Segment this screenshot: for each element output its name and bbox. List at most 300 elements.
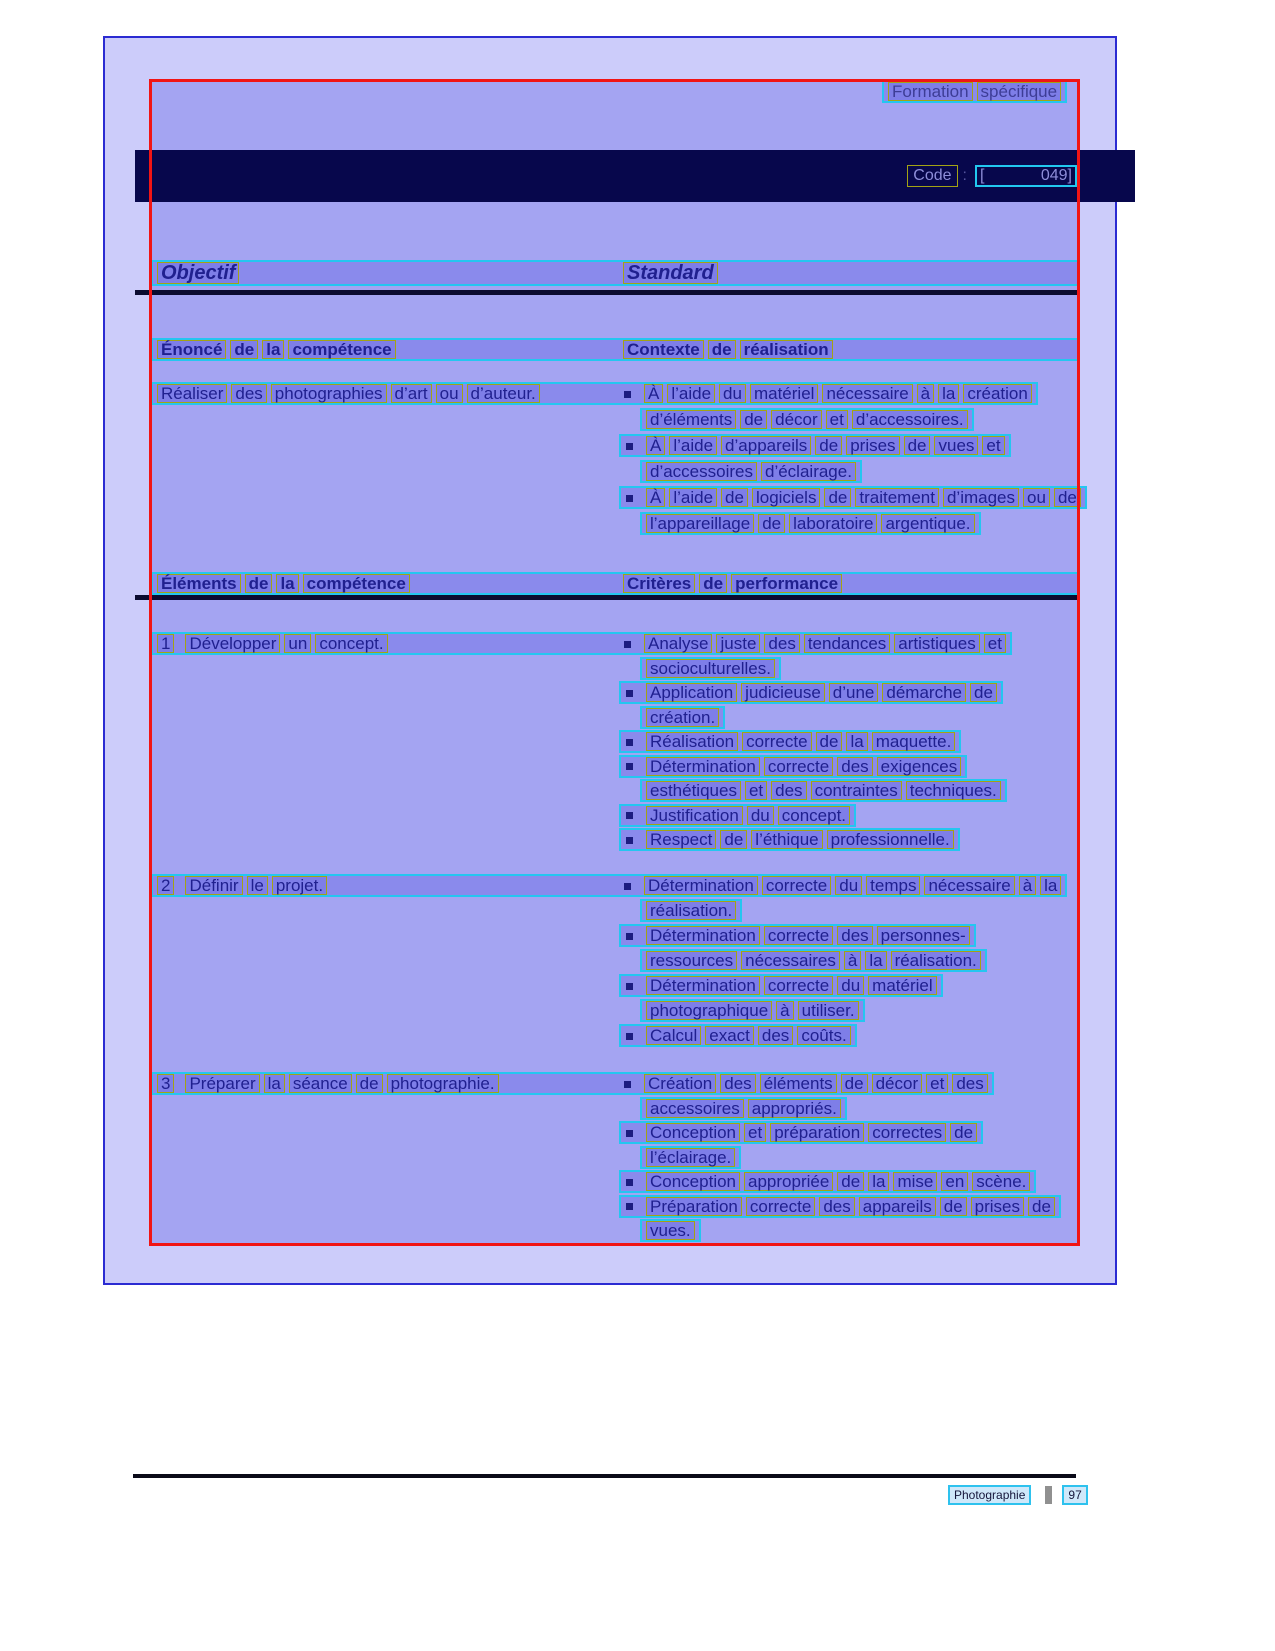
word: la [847, 733, 866, 750]
word: de [721, 831, 746, 848]
word: de [1055, 489, 1080, 506]
word: des [838, 927, 871, 944]
section-header-row [151, 572, 1079, 595]
word: Énoncé [158, 341, 225, 358]
word: réalisation [741, 341, 832, 358]
word: l’appareillage [647, 515, 753, 532]
footer-label: Photographie [948, 1485, 1031, 1505]
bullet-icon [624, 1081, 631, 1088]
criterion-words [644, 831, 956, 848]
word: de [971, 684, 996, 701]
word: nécessaires [742, 952, 839, 969]
word: correcte [743, 733, 810, 750]
word: correcte [765, 927, 832, 944]
word: techniques. [907, 782, 1000, 799]
text-line [151, 632, 1012, 655]
word: de [825, 489, 850, 506]
word: éléments [761, 1075, 836, 1092]
formation-label [882, 80, 1067, 103]
table-row [151, 924, 1079, 949]
text-line [619, 486, 1087, 509]
text-line [640, 1097, 847, 1120]
text-line [619, 434, 1011, 457]
word: des [765, 635, 798, 652]
word: Analyse [645, 635, 711, 652]
word: appropriés. [749, 1100, 840, 1117]
bullet-icon [626, 1130, 633, 1137]
word: l’aide [670, 489, 716, 506]
word: de [741, 411, 766, 428]
word: Définir [186, 877, 241, 894]
bullet-icon [626, 837, 633, 844]
page-frame [103, 36, 1117, 1285]
text-line [619, 804, 856, 827]
bullet-icon [624, 641, 631, 648]
word: de [709, 341, 735, 358]
word: ressources [647, 952, 736, 969]
criterion-words [644, 489, 1083, 506]
criterion-words [644, 952, 983, 969]
word: Préparation [647, 1198, 741, 1215]
word: d’images [944, 489, 1018, 506]
element-cell [155, 635, 621, 652]
word: projet. [273, 877, 326, 894]
word: mise [894, 1173, 936, 1190]
word: utiliser. [799, 1002, 858, 1019]
bullet-icon [626, 1203, 633, 1210]
word: du [720, 385, 745, 402]
bullet-icon [626, 495, 633, 502]
word: Critères [624, 575, 694, 592]
word: décor [772, 411, 821, 428]
code-bracket-close: ] [1067, 167, 1072, 184]
text-line [640, 706, 725, 729]
word: Justification [647, 807, 742, 824]
table-row [151, 804, 1079, 829]
table-row [151, 632, 1079, 657]
word: Respect [647, 831, 715, 848]
word: concept. [779, 807, 849, 824]
word: socioculturelles. [647, 660, 774, 677]
word: ou [437, 385, 462, 402]
criterion-words [644, 515, 977, 532]
text-line [619, 924, 976, 947]
bullet-icon [626, 690, 633, 697]
word: la [866, 952, 885, 969]
footer-rule [133, 1474, 1076, 1478]
word: Conception [647, 1173, 739, 1190]
criterion-words [644, 1222, 697, 1239]
word: coûts. [798, 1027, 849, 1044]
table-row [151, 1024, 1079, 1049]
word: l’aide [670, 437, 716, 454]
word: matériel [869, 977, 935, 994]
criterion-words [644, 684, 999, 701]
criterion-words [644, 758, 963, 775]
element-words [155, 385, 542, 402]
word: Réalisation [647, 733, 737, 750]
text-line [619, 1195, 1061, 1218]
word: et [745, 1124, 765, 1141]
word: et [746, 782, 766, 799]
bullet-icon [626, 1179, 633, 1186]
word: compétence [304, 575, 409, 592]
word: d’art [392, 385, 431, 402]
word: des [759, 1027, 792, 1044]
bullet-icon [624, 391, 631, 398]
columns-header [151, 260, 1079, 286]
element-cell [155, 385, 621, 402]
divider-rule-top [135, 290, 1078, 295]
table-row [151, 779, 1079, 804]
text-line [619, 730, 961, 753]
section-header-row [151, 338, 1079, 361]
word: maquette. [873, 733, 955, 750]
page-footer [948, 1485, 1088, 1505]
word: la [1041, 877, 1060, 894]
table-row [151, 1195, 1079, 1220]
word: logiciels [753, 489, 819, 506]
criterion-words [644, 782, 1003, 799]
table-row [151, 1170, 1079, 1195]
table-row [151, 681, 1079, 706]
word: à [918, 385, 933, 402]
word: des [820, 1198, 853, 1215]
word: Calcul [647, 1027, 700, 1044]
word: tendances [805, 635, 889, 652]
standard-header [621, 262, 720, 284]
word: des [232, 385, 265, 402]
criterion-words [644, 1100, 843, 1117]
code-bracket-open: [ [980, 167, 985, 184]
word: de [700, 575, 726, 592]
criterion-words [644, 1173, 1032, 1190]
word: Objectif [158, 263, 238, 283]
table-row [151, 974, 1079, 999]
word: en [942, 1173, 967, 1190]
word: judicieuse [742, 684, 824, 701]
word: laboratoire [790, 515, 876, 532]
word: à [845, 952, 860, 969]
criterion-words [644, 1027, 853, 1044]
text-line [640, 1146, 741, 1169]
word: exigences [878, 758, 961, 775]
bullet-icon [626, 1033, 633, 1040]
text-line [640, 1219, 701, 1242]
text-line [640, 408, 974, 431]
word: des [953, 1075, 986, 1092]
word: d’appareils [722, 437, 810, 454]
criterion-words [644, 660, 777, 677]
criterion-words [644, 709, 721, 726]
word: des [838, 758, 871, 775]
word: nécessaire [823, 385, 911, 402]
word: de [722, 489, 747, 506]
content-region [149, 79, 1080, 1246]
word: correcte [765, 758, 832, 775]
word: de [1029, 1198, 1054, 1215]
right-section-header [621, 340, 835, 359]
element-words [183, 877, 329, 894]
code-label: Code [908, 166, 956, 186]
row-group [151, 632, 1079, 853]
table-row [151, 657, 1079, 682]
word: professionnelle. [828, 831, 953, 848]
word: esthétiques [647, 782, 740, 799]
text-line [640, 949, 987, 972]
criterion-words [644, 807, 852, 824]
row-group [151, 874, 1079, 1049]
table-row [151, 755, 1079, 780]
word: performance [732, 575, 841, 592]
word: Réaliser [158, 385, 226, 402]
text-line [619, 681, 1003, 704]
word: de [759, 515, 784, 532]
word: spécifique [978, 83, 1061, 100]
word: Conception [647, 1124, 739, 1141]
table-row [151, 460, 1079, 486]
word: Application [647, 684, 736, 701]
table-row [151, 999, 1079, 1024]
row-group [151, 382, 1079, 538]
word: la [263, 341, 283, 358]
criterion-words [644, 1124, 979, 1141]
objectif-header [155, 263, 241, 283]
word: ou [1024, 489, 1049, 506]
bullet-icon [626, 933, 633, 940]
code-value: 049 [1040, 167, 1068, 184]
word: à [777, 1002, 792, 1019]
criterion-words [644, 463, 858, 480]
criterion-words [644, 902, 738, 919]
right-section-header [621, 574, 844, 593]
criterion-words [644, 1149, 737, 1166]
criterion-words [644, 733, 957, 750]
word: création [964, 385, 1030, 402]
word: prises [972, 1198, 1023, 1215]
word: décor [873, 1075, 922, 1092]
table-row [151, 512, 1079, 538]
word: 1 [158, 635, 173, 652]
word: Détermination [647, 977, 759, 994]
text-line [151, 382, 1038, 405]
word: de [816, 437, 841, 454]
word: prises [847, 437, 898, 454]
table-row [151, 434, 1079, 460]
word: d’accessoires. [853, 411, 967, 428]
word: réalisation. [892, 952, 980, 969]
word: Détermination [647, 758, 759, 775]
word: de [817, 733, 842, 750]
word: Éléments [158, 575, 240, 592]
word: contraintes [812, 782, 901, 799]
word: correcte [765, 977, 832, 994]
word: un [285, 635, 310, 652]
bullet-icon [626, 739, 633, 746]
word: correcte [747, 1198, 814, 1215]
word: Standard [624, 263, 717, 283]
word: préparation [771, 1124, 863, 1141]
criterion-words [642, 877, 1063, 894]
word: photographies [272, 385, 386, 402]
word: réalisation. [647, 902, 735, 919]
element-cell [155, 1075, 621, 1092]
text-line [619, 1024, 857, 1047]
word: des [721, 1075, 754, 1092]
footer-divider [1045, 1486, 1052, 1504]
word: appropriée [745, 1173, 832, 1190]
word: concept. [316, 635, 386, 652]
word: Détermination [645, 877, 757, 894]
word: de [905, 437, 930, 454]
word: la [265, 1075, 284, 1092]
page-number: 97 [1062, 1485, 1087, 1505]
word: des [772, 782, 805, 799]
table-row [151, 382, 1079, 408]
criterion-words [644, 411, 970, 428]
element-words [183, 1075, 500, 1092]
criterion-words [644, 977, 939, 994]
criterion-words [644, 1002, 861, 1019]
bullet-icon [626, 443, 633, 450]
word: Détermination [647, 927, 759, 944]
word: artistiques [895, 635, 978, 652]
table-row [151, 1097, 1079, 1122]
table-row [151, 1146, 1079, 1171]
word: démarche [883, 684, 965, 701]
word: et [985, 635, 1005, 652]
table-row [151, 828, 1079, 853]
text-line [619, 755, 967, 778]
criterion-words [644, 437, 1007, 454]
word: le [248, 877, 267, 894]
word: la [277, 575, 297, 592]
word: de [231, 341, 257, 358]
word: de [357, 1075, 382, 1092]
word: de [951, 1124, 976, 1141]
word: compétence [289, 341, 394, 358]
criterion-words [642, 635, 1008, 652]
table-row [151, 730, 1079, 755]
word: l’éclairage. [647, 1149, 734, 1166]
text-line [619, 1121, 983, 1144]
word: l’éthique [752, 831, 821, 848]
criterion-words [644, 927, 972, 944]
word: vues. [647, 1222, 694, 1239]
word: traitement [856, 489, 938, 506]
word: et [983, 437, 1003, 454]
word: temps [867, 877, 919, 894]
word: juste [717, 635, 759, 652]
word: de [941, 1198, 966, 1215]
text-line [151, 1072, 994, 1095]
word: séance [290, 1075, 351, 1092]
word: Création [645, 1075, 715, 1092]
word: de [246, 575, 272, 592]
text-line [640, 999, 865, 1022]
text-line [640, 460, 862, 483]
word: 2 [158, 877, 173, 894]
word: personnes- [878, 927, 969, 944]
table-row [151, 899, 1079, 924]
word: et [827, 411, 847, 428]
word: du [838, 977, 863, 994]
bullet-icon [626, 812, 633, 819]
word: photographie. [388, 1075, 498, 1092]
word: photographique [647, 1002, 771, 1019]
word: accessoires [647, 1100, 743, 1117]
word: À [647, 489, 664, 506]
word: d’accessoires [647, 463, 756, 480]
word: de [838, 1173, 863, 1190]
divider-rule-middle [135, 595, 1078, 600]
word: d’éléments [647, 411, 735, 428]
word: exact [706, 1027, 753, 1044]
word: du [836, 877, 861, 894]
table-row [151, 408, 1079, 434]
criterion-words [644, 1198, 1057, 1215]
word: d’une [830, 684, 878, 701]
word: la [939, 385, 958, 402]
text-line [619, 828, 960, 851]
word: matériel [751, 385, 817, 402]
word: appareils [860, 1198, 935, 1215]
text-line [619, 974, 943, 997]
table-row [151, 1121, 1079, 1146]
text-line [619, 1170, 1036, 1193]
word: correcte [763, 877, 830, 894]
left-section-header [155, 341, 398, 358]
table-row [151, 1219, 1079, 1244]
code-value-box [975, 165, 1077, 187]
text-line [640, 512, 981, 535]
word: à [1020, 877, 1035, 894]
word: Préparer [186, 1075, 258, 1092]
word: argentique. [882, 515, 973, 532]
word: À [647, 437, 664, 454]
word: nécessaire [925, 877, 1013, 894]
table-row [151, 706, 1079, 731]
table-row [151, 486, 1079, 512]
word: d’éclairage. [762, 463, 855, 480]
word: et [927, 1075, 947, 1092]
element-words [183, 635, 389, 652]
text-line [640, 899, 742, 922]
word: vues [935, 437, 977, 454]
word: d’auteur. [468, 385, 539, 402]
bullet-icon [626, 983, 633, 990]
code-value-group [1041, 167, 1072, 185]
text-line [151, 874, 1067, 897]
word: scène. [973, 1173, 1029, 1190]
word: l’aide [668, 385, 714, 402]
word: du [748, 807, 773, 824]
word: Formation [889, 83, 972, 100]
table-row [151, 949, 1079, 974]
element-cell [155, 877, 621, 894]
left-section-header [155, 575, 412, 592]
criterion-words [642, 385, 1034, 402]
row-group [151, 1072, 1079, 1244]
code-colon: : [962, 167, 967, 184]
word: correctes [869, 1124, 945, 1141]
word: À [645, 385, 662, 402]
bullet-icon [626, 763, 633, 770]
title-bar [135, 150, 1135, 202]
word: de [842, 1075, 867, 1092]
word: 3 [158, 1075, 173, 1092]
table-row [151, 1072, 1079, 1097]
